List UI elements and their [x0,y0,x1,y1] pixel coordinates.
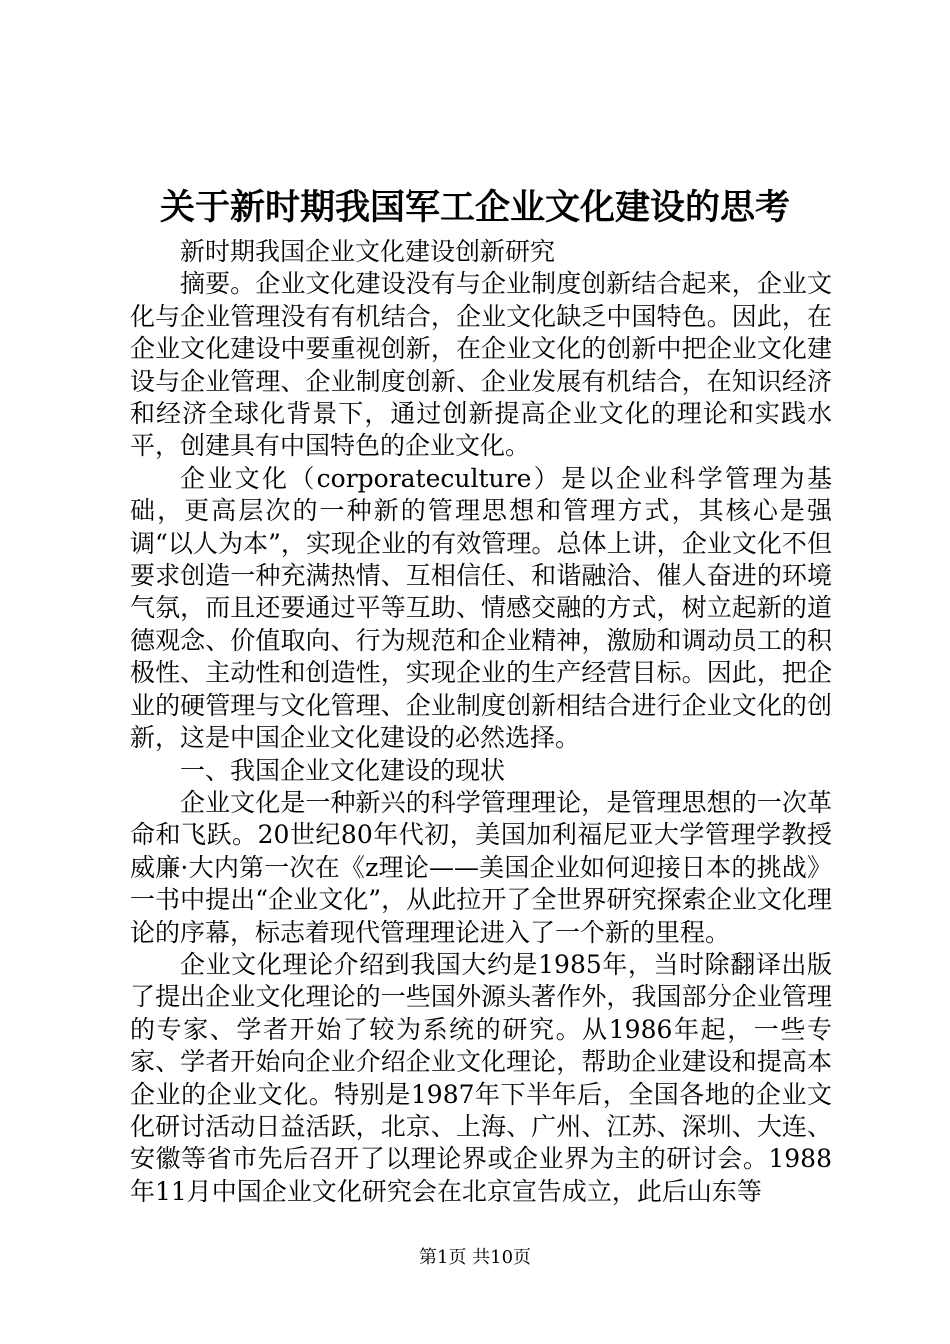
body-paragraph: 企业文化（corporateculture）是以企业科学管理为基础，更高层次的一种新的管理思想和管理方式，其核心是强调“以人为本”，实现企业的有效管理。总体上讲，企业文化不但要求创造一种充满热情、互相信任、和谐融洽、催人奋进的环境气氛，而且还要通过平等互助、情感交融的方式，树立起新的道德观念、价值取向、行为规范和企业精神，激励和调动员工的积极性、主动性和创造性，实现企业的生产经营目标。因此，把企业的硬管理与文化管理、企业制度创新相结合进行企业文化的创新，这是中国企业文化建设的必然选择。 [130,463,832,753]
body-paragraph: 企业文化理论介绍到我国大约是1985年，当时除翻译出版了提出企业文化理论的一些国外源头著作外，我国部分企业管理的专家、学者开始了较为系统的研究。从1986年起，一些专家、学者开始向企业介绍企业文化理论，帮助企业建设和提高本企业的企业文化。特别是1987年下半年后，全国各地的企业文化研讨活动日益活跃，北京、上海、广州、江苏、深圳、大连、安徽等省市先后召开了以理论界或企业界为主的研讨会。1988年11月中国企业文化研究会在北京宣告成立，此后山东等 [130,949,832,1206]
document-body [130,236,832,1208]
body-paragraph: 企业文化是一种新兴的科学管理理论，是管理思想的一次革命和飞跃。20世纪80年代初，美国加利福尼亚大学管理学教授威廉·大内第一次在《z理论——美国企业如何迎接日本的挑战》一书中提出“企业文化”，从此拉开了全世界研究探索企业文化理论的序幕，标志着现代管理理论进入了一个新的里程。 [130,787,832,947]
abstract-paragraph: 摘要。企业文化建设没有与企业制度创新结合起来，企业文化与企业管理没有有机结合，企业文化缺乏中国特色。因此，在企业文化建设中要重视创新，在企业文化的创新中把企业文化建设与企业管理、企业制度创新、企业发展有机结合，在知识经济和经济全球化背景下，通过创新提高企业文化的理论和实践水平，创建具有中国特色的企业文化。 [130,269,832,461]
page-footer: 第1页 共10页 [418,1247,532,1268]
section-heading: 一、我国企业文化建设的现状 [180,755,506,785]
subtitle-paragraph: 新时期我国企业文化建设创新研究 [180,237,556,266]
document-title: 关于新时期我国军工企业文化建设的思考 [159,187,790,228]
